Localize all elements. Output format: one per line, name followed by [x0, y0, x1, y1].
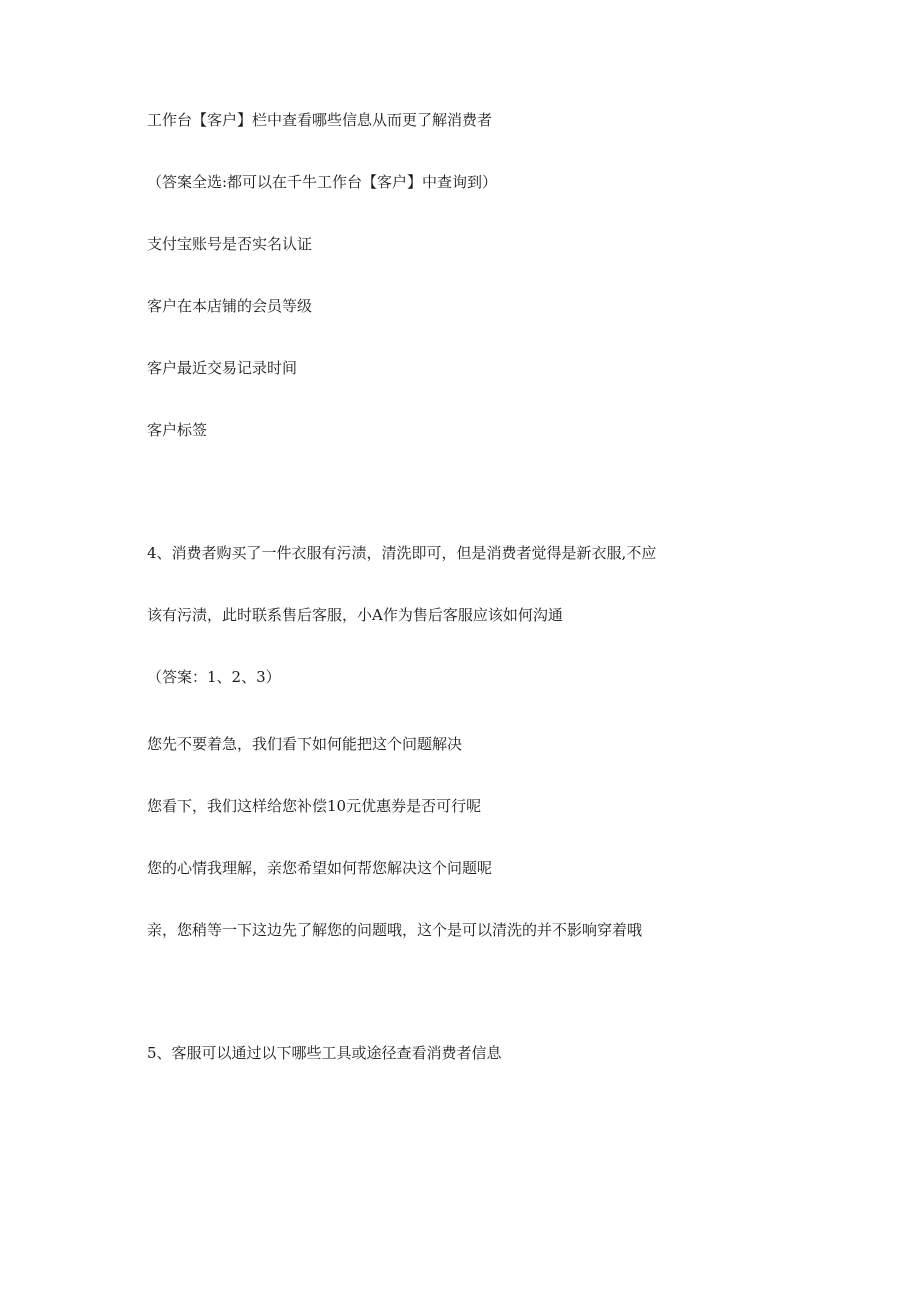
option-text: 您的心情我理解，亲您希望如何帮您解决这个问题呢 [147, 859, 493, 877]
answer-note: （答案全选:都可以在千牛工作台【客户】中查询到） [147, 173, 498, 191]
question-5-text: 5、客服可以通过以下哪些工具或途径查看消费者信息 [147, 1044, 502, 1062]
option-text: 亲，您稍等一下这边先了解您的问题哦，这个是可以清洗的并不影响穿着哦 [147, 921, 643, 939]
question-text-continuation: 工作台【客户】栏中查看哪些信息从而更了解消费者 [147, 111, 493, 129]
option-text: 您先不要着急，我们看下如何能把这个问题解决 [147, 735, 463, 753]
option-text: 客户最近交易记录时间 [147, 359, 298, 377]
option-text: 客户在本店铺的会员等级 [147, 297, 313, 315]
option-text: 客户标签 [147, 421, 208, 439]
question-4-text: 4、消费者购买了一件衣服有污渍，清洗即可，但是消费者觉得是新衣服,不应 [147, 544, 657, 562]
answer-note: （答案：1、2、3） [147, 668, 281, 686]
option-text: 支付宝账号是否实名认证 [147, 235, 313, 253]
option-text: 您看下，我们这样给您补偿10元优惠券是否可行呢 [147, 797, 482, 815]
question-4-text-continuation: 该有污渍，此时联系售后客服，小A作为售后客服应该如何沟通 [147, 606, 563, 624]
